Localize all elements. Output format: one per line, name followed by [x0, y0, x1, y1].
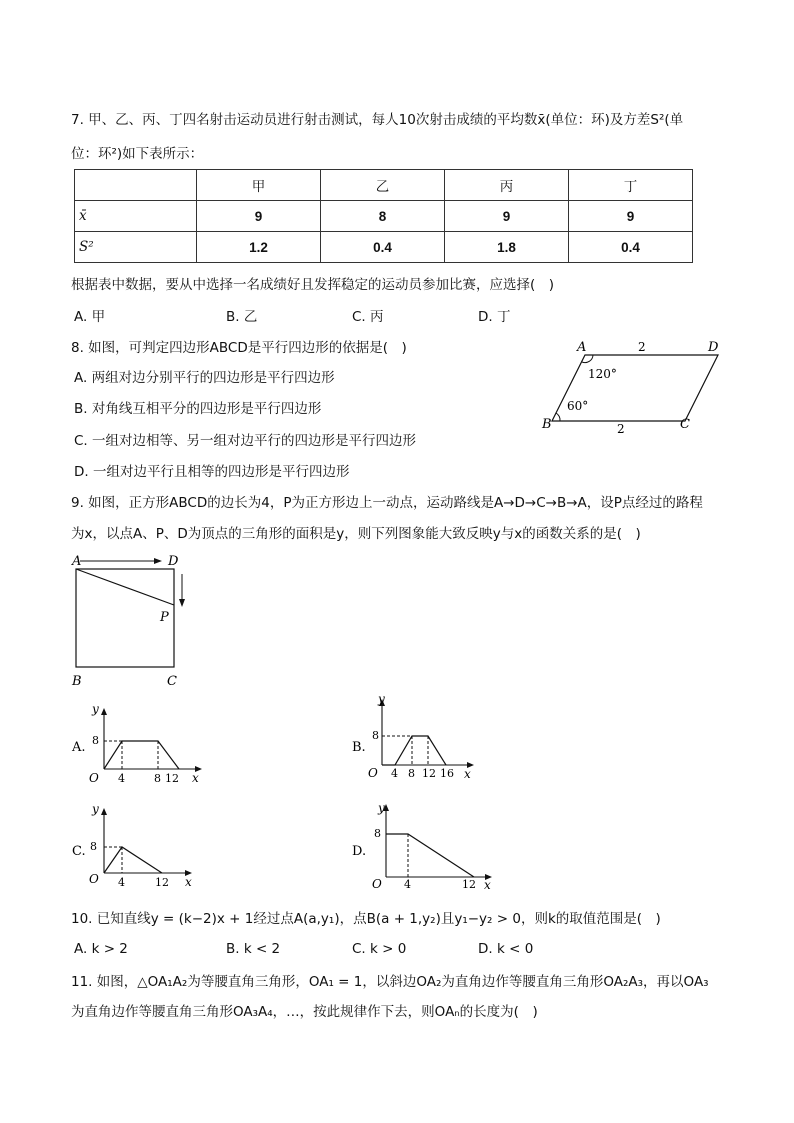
y-tick-label: 8 — [374, 827, 381, 840]
q7-option-b: B. 乙 — [226, 309, 258, 325]
option-letter: B. — [352, 740, 366, 755]
table-row-label: S² — [75, 232, 197, 263]
y-tick-label: 8 — [90, 840, 97, 853]
side-bc-length: 2 — [617, 422, 625, 436]
x-tick-label: 12 — [462, 878, 476, 891]
x-tick-label: 16 — [440, 767, 454, 780]
y-tick-label: 8 — [92, 734, 99, 747]
vertex-b-label: B — [542, 417, 552, 432]
table-row — [75, 232, 693, 263]
x-tick-label: 12 — [155, 876, 169, 889]
square-vertex-d: D — [168, 554, 179, 569]
q7-stem-line2: 位：环²)如下表所示： — [71, 146, 204, 162]
q7-stats-table — [74, 169, 693, 263]
origin-label: O — [89, 872, 99, 886]
origin-label: O — [89, 771, 99, 785]
square-vertex-c: C — [167, 674, 177, 689]
option-letter: C. — [72, 844, 86, 859]
q9-stem-line1: 9. 如图，正方形ABCD的边长为4，P为正方形边上一动点，运动路线是A→D→C→B→A，设P点经过的路程 — [71, 495, 703, 511]
side-ad-length: 2 — [638, 340, 646, 354]
axis-y-label: y — [378, 801, 385, 815]
axis-y-label: y — [92, 802, 99, 816]
q7-option-a: A. 甲 — [74, 309, 106, 325]
x-tick-label: 4 — [118, 876, 125, 889]
table-cell: 9 — [569, 201, 693, 232]
q10-option-b: B. k < 2 — [226, 941, 281, 957]
q11-stem-line2: 为直角边作等腰直角三角形OA₃A₄，…，按此规律作下去，则OAₙ的长度为( ) — [71, 1004, 538, 1020]
x-tick-label: 8 — [154, 772, 161, 785]
axis-x-label: x — [484, 878, 491, 892]
table-cell: 1.8 — [445, 232, 569, 263]
vertex-c-label: C — [680, 417, 690, 432]
angle-a-label: 120° — [588, 367, 617, 381]
table-cell: 9 — [197, 201, 321, 232]
q10-option-d: D. k < 0 — [478, 941, 534, 957]
axis-x-label: x — [192, 771, 199, 785]
table-cell: 0.4 — [569, 232, 693, 263]
q9-stem-line2: 为x，以点A、P、D为顶点的三角形的面积是y，则下列图象能大致反映y与x的函数关系的是( ) — [71, 526, 641, 542]
table-header-cell: 甲 — [197, 170, 321, 201]
x-tick-label: 4 — [391, 767, 398, 780]
angle-b-label: 60° — [567, 399, 589, 413]
axis-x-label: x — [185, 875, 192, 889]
table-cell: 8 — [321, 201, 445, 232]
y-tick-label: 8 — [372, 729, 379, 742]
q7-question: 根据表中数据，要从中选择一名成绩好且发挥稳定的运动员参加比赛，应选择( ) — [71, 277, 555, 293]
table-row-label: x̄ — [75, 201, 197, 232]
axis-x-label: x — [464, 767, 471, 781]
table-header-cell: 丁 — [569, 170, 693, 201]
table-header-row — [75, 170, 693, 201]
x-tick-label: 12 — [422, 767, 436, 780]
q10-option-c: C. k > 0 — [352, 941, 407, 957]
vertex-d-label: D — [708, 340, 719, 355]
axis-y-label: y — [92, 702, 99, 716]
q9-square-figure — [64, 550, 204, 690]
square-vertex-a: A — [72, 554, 82, 569]
q7-option-d: D. 丁 — [478, 309, 511, 325]
q8-stem: 8. 如图，可判定四边形ABCD是平行四边形的依据是( ) — [71, 340, 407, 356]
q10-stem: 10. 已知直线y = (k−2)x + 1经过点A(a,y₁)，点B(a + 1,y₂)且y₁−y₂ > 0，则k的取值范围是( ) — [71, 911, 661, 927]
q7-stem-line1: 7. 甲、乙、丙、丁四名射击运动员进行射击测试，每人10次射击成绩的平均数x̄(单位：环)及方差S²(单 — [71, 112, 684, 128]
x-tick-label: 8 — [408, 767, 415, 780]
vertex-a-label: A — [577, 340, 587, 355]
table-cell: 9 — [445, 201, 569, 232]
q8-option-d: D. 一组对边平行且相等的四边形是平行四边形 — [74, 464, 350, 480]
x-tick-label: 12 — [165, 772, 179, 785]
q11-stem-line1: 11. 如图，△OA₁A₂为等腰直角三角形，OA₁ = 1，以斜边OA₂为直角边作等腰直角三角形OA₂A₃，再以OA₃ — [71, 974, 709, 990]
table-cell: 1.2 — [197, 232, 321, 263]
q9-graph-option-c — [68, 800, 208, 892]
q8-parallelogram-figure — [530, 335, 730, 440]
table-cell: 0.4 — [321, 232, 445, 263]
q9-graph-option-b — [350, 693, 490, 785]
q7-option-c: C. 丙 — [352, 309, 384, 325]
origin-label: O — [368, 766, 378, 780]
table-header-cell: 丙 — [445, 170, 569, 201]
table-header-cell: 乙 — [321, 170, 445, 201]
x-tick-label: 4 — [404, 878, 411, 891]
option-letter: D. — [352, 844, 367, 859]
option-letter: A. — [72, 740, 86, 755]
x-tick-label: 4 — [118, 772, 125, 785]
table-header-cell — [75, 170, 197, 201]
q8-option-a: A. 两组对边分别平行的四边形是平行四边形 — [74, 370, 335, 386]
table-row — [75, 201, 693, 232]
q9-graph-option-d — [350, 800, 500, 892]
origin-label: O — [372, 877, 382, 891]
q9-graph-option-a — [68, 700, 208, 792]
square-vertex-b: B — [72, 674, 82, 689]
axis-y-label: y — [378, 692, 385, 706]
q8-option-b: B. 对角线互相平分的四边形是平行四边形 — [74, 401, 322, 417]
point-p-label: P — [160, 610, 169, 625]
q10-option-a: A. k > 2 — [74, 941, 128, 957]
q8-option-c: C. 一组对边相等、另一组对边平行的四边形是平行四边形 — [74, 433, 417, 449]
